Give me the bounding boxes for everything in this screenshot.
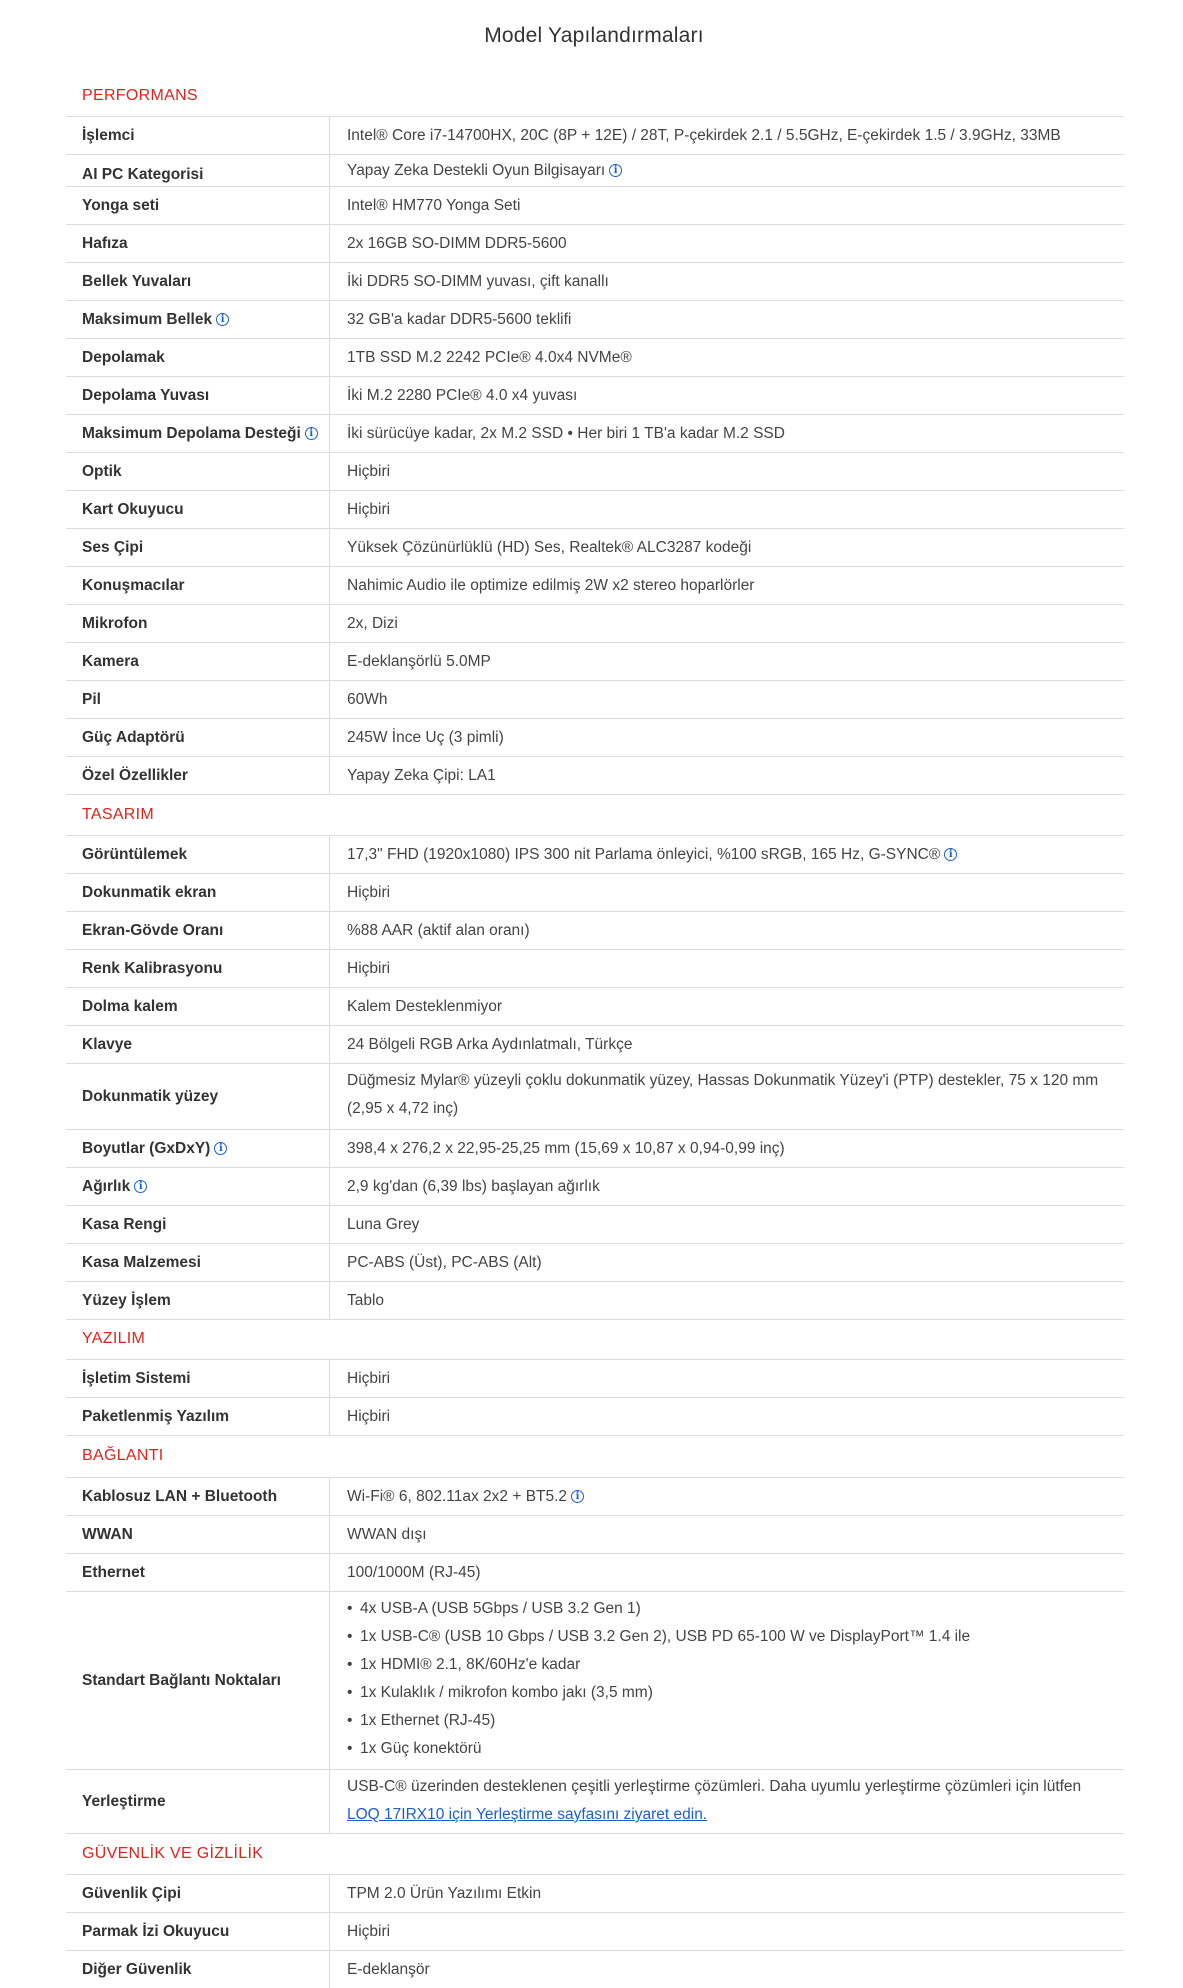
spec-value: İki M.2 2280 PCIe® 4.0 x4 yuvası	[347, 386, 578, 404]
spec-label: Konuşmacılar	[66, 567, 330, 604]
spec-label: Ethernet	[66, 1554, 330, 1591]
spec-row-battery	[66, 680, 1124, 718]
spec-value: 2x 16GB SO-DIMM DDR5-5600	[347, 234, 567, 252]
spec-value: Hiçbiri	[347, 1407, 391, 1425]
list-item: • 1x HDMI® 2.1, 8K/60Hz'e kadar	[360, 1651, 970, 1679]
spec-row-bundled-software	[66, 1397, 1124, 1436]
spec-value: Intel® Core i7-14700HX, 20C (8P + 12E) / 28T, P-çekirdek 2.1 / 5.5GHz, E-çekirdek 1.5 / 3.9GHz, 33MB	[347, 126, 1061, 144]
spec-row-case-material	[66, 1243, 1124, 1281]
spec-value: PC-ABS (Üst), PC-ABS (Alt)	[347, 1253, 542, 1271]
spec-value: 245W İnce Uç (3 pimli)	[347, 728, 504, 746]
spec-label: Ses Çipi	[66, 529, 330, 566]
spec-row-chipset	[66, 186, 1124, 224]
spec-row-card-reader	[66, 490, 1124, 528]
spec-row-touchpad	[66, 1063, 1124, 1129]
list-item: • 1x Kulaklık / mikrofon kombo jakı (3,5 mm)	[360, 1679, 970, 1707]
spec-value: 60Wh	[347, 690, 388, 708]
spec-row-dimensions	[66, 1129, 1124, 1167]
spec-value: 100/1000M (RJ-45)	[347, 1563, 481, 1581]
section-software: YAZILIM	[82, 1330, 146, 1347]
spec-label: Mikrofon	[66, 605, 330, 642]
spec-value: %88 AAR (aktif alan oranı)	[347, 921, 530, 939]
spec-row-max-memory	[66, 300, 1124, 338]
spec-row-color-calibration	[66, 949, 1124, 987]
spec-value: Hiçbiri	[347, 959, 391, 977]
spec-label: Görüntülemek	[66, 836, 330, 873]
spec-label: Pil	[66, 681, 330, 718]
spec-value: Luna Grey	[347, 1215, 420, 1233]
docking-page-link[interactable]: LOQ 17IRX10 için Yerleştirme sayfasını ziyaret edin.	[347, 1806, 708, 1823]
spec-value: Yapay Zeka Destekli Oyun Bilgisayarı i	[330, 155, 1124, 186]
spec-value: Yüksek Çözünürlüklü (HD) Ses, Realtek® ALC3287 kodeği	[347, 538, 752, 556]
spec-row-wwan	[66, 1515, 1124, 1553]
spec-label: İşletim Sistemi	[66, 1360, 330, 1397]
spec-value: Hiçbiri	[347, 1922, 391, 1940]
spec-label: İşlemci	[66, 117, 330, 154]
section-security: GÜVENLİK VE GİZLİLİK	[82, 1845, 264, 1862]
spec-label: Paketlenmiş Yazılım	[66, 1398, 330, 1435]
spec-row-case-color	[66, 1205, 1124, 1243]
spec-label: AI PC Kategorisi	[66, 155, 330, 186]
section-connectivity: BAĞLANTI	[82, 1447, 164, 1464]
spec-value	[330, 1592, 1124, 1769]
spec-value: Kalem Desteklenmiyor	[347, 997, 503, 1015]
spec-value: Tablo	[347, 1291, 385, 1309]
spec-row-security-chip	[66, 1874, 1124, 1912]
spec-row-os	[66, 1359, 1124, 1397]
info-icon[interactable]: i	[571, 1490, 584, 1503]
info-icon[interactable]: i	[214, 1142, 227, 1155]
spec-value: Hiçbiri	[347, 462, 391, 480]
spec-value: Hiçbiri	[347, 1369, 391, 1387]
spec-value: Hiçbiri	[347, 883, 391, 901]
spec-value: Düğmesiz Mylar® yüzeyli çoklu dokunmatik yüzey, Hassas Dokunmatik Yüzey'i (PTP) destekler, 75 x 120 mm (2,95 x 4,72 inç)	[347, 1072, 1099, 1117]
spec-value: 398,4 x 276,2 x 22,95-25,25 mm (15,69 x 10,87 x 0,94-0,99 inç)	[347, 1139, 785, 1157]
spec-row-other-security	[66, 1950, 1124, 1988]
spec-value: 1TB SSD M.2 2242 PCIe® 4.0x4 NVMe®	[347, 348, 632, 366]
spec-row-ports	[66, 1591, 1124, 1769]
spec-label: Yerleştirme	[66, 1770, 330, 1833]
spec-value: 32 GB'a kadar DDR5-5600 teklifi	[347, 310, 572, 328]
spec-row-storage-slot	[66, 376, 1124, 414]
spec-value: WWAN dışı	[347, 1525, 427, 1543]
spec-row-max-storage	[66, 414, 1124, 452]
spec-row-ethernet	[66, 1553, 1124, 1591]
spec-label: Parmak İzi Okuyucu	[66, 1913, 330, 1950]
section-performance: PERFORMANS	[82, 87, 198, 104]
spec-label: Yüzey İşlem	[66, 1282, 330, 1319]
page-title: Model Yapılandırmaları	[484, 24, 704, 47]
spec-row-keyboard	[66, 1025, 1124, 1063]
spec-row-touchscreen	[66, 873, 1124, 911]
spec-row-ai-pc	[66, 154, 1124, 186]
spec-value: USB-C® üzerinden desteklenen çeşitli yerleştirme çözümleri. Daha uyumlu yerleştirme çözümleri için lütfen LOQ 17IRX10 için Yerleştirme sayfasını ziyaret edin.	[347, 1778, 1082, 1823]
spec-row-processor	[66, 116, 1124, 154]
spec-label: Ekran-Gövde Oranı	[66, 912, 330, 949]
info-icon[interactable]: i	[944, 848, 957, 861]
spec-row-docking	[66, 1769, 1124, 1834]
spec-label: Standart Bağlantı Noktaları	[66, 1592, 330, 1769]
spec-label: Yonga seti	[66, 187, 330, 224]
spec-row-microphone	[66, 604, 1124, 642]
spec-value: 24 Bölgeli RGB Arka Aydınlatmalı, Türkçe	[347, 1035, 633, 1053]
spec-value: 2x, Dizi	[347, 614, 398, 632]
spec-label: Boyutlar (GxDxY) i	[66, 1130, 330, 1167]
info-icon[interactable]: i	[216, 313, 229, 326]
spec-label: Klavye	[66, 1026, 330, 1063]
spec-value: İki sürücüye kadar, 2x M.2 SSD • Her biri 1 TB'a kadar M.2 SSD	[347, 424, 785, 442]
list-item: • 4x USB-A (USB 5Gbps / USB 3.2 Gen 1)	[360, 1595, 970, 1623]
spec-row-audio-chip	[66, 528, 1124, 566]
spec-label: Dolma kalem	[66, 988, 330, 1025]
spec-row-surface	[66, 1281, 1124, 1320]
list-item: • 1x Güç konektörü	[360, 1735, 970, 1763]
spec-row-optical	[66, 452, 1124, 490]
spec-label: Renk Kalibrasyonu	[66, 950, 330, 987]
spec-value: Nahimic Audio ile optimize edilmiş 2W x2 stereo hoparlörler	[347, 576, 755, 594]
spec-label: Güç Adaptörü	[66, 719, 330, 756]
spec-label: Maksimum Bellek i	[66, 301, 330, 338]
spec-row-camera	[66, 642, 1124, 680]
list-item: • 1x USB-C® (USB 10 Gbps / USB 3.2 Gen 2), USB PD 65-100 W ve DisplayPort™ 1.4 ile	[360, 1623, 970, 1651]
spec-row-power-adapter	[66, 718, 1124, 756]
spec-label: Maksimum Depolama Desteği i	[66, 415, 330, 452]
spec-row-wlan	[66, 1477, 1124, 1515]
spec-label: Optik	[66, 453, 330, 490]
spec-label: Bellek Yuvaları	[66, 263, 330, 300]
spec-value: E-deklanşörlü 5.0MP	[347, 652, 491, 670]
spec-label: Dokunmatik yüzey	[66, 1064, 330, 1129]
spec-label: Depolamak	[66, 339, 330, 376]
spec-value: 17,3" FHD (1920x1080) IPS 300 nit Parlama önleyici, %100 sRGB, 165 Hz, G-SYNC® i	[330, 836, 1124, 873]
list-item: • 1x Ethernet (RJ-45)	[360, 1707, 970, 1735]
spec-label: Dokunmatik ekran	[66, 874, 330, 911]
section-design: TASARIM	[82, 806, 155, 823]
spec-value: Wi-Fi® 6, 802.11ax 2x2 + BT5.2 i	[330, 1478, 1124, 1515]
spec-value: TPM 2.0 Ürün Yazılımı Etkin	[347, 1884, 542, 1902]
spec-row-weight	[66, 1167, 1124, 1205]
ports-list	[347, 1595, 970, 1763]
spec-label: Diğer Güvenlik	[66, 1951, 330, 1988]
spec-label: Kart Okuyucu	[66, 491, 330, 528]
spec-row-fingerprint	[66, 1912, 1124, 1950]
spec-label: Kablosuz LAN + Bluetooth	[66, 1478, 330, 1515]
spec-row-speakers	[66, 566, 1124, 604]
spec-value: Hiçbiri	[347, 500, 391, 518]
spec-value: İki DDR5 SO-DIMM yuvası, çift kanallı	[347, 272, 609, 290]
spec-label: Özel Özellikler	[66, 757, 330, 794]
spec-row-storage	[66, 338, 1124, 376]
spec-row-display	[66, 835, 1124, 873]
spec-row-pen	[66, 987, 1124, 1025]
spec-label: Ağırlık i	[66, 1168, 330, 1205]
spec-label: Hafıza	[66, 225, 330, 262]
spec-label: Kasa Rengi	[66, 1206, 330, 1243]
info-icon[interactable]: i	[609, 164, 622, 177]
spec-value: Intel® HM770 Yonga Seti	[347, 196, 521, 214]
spec-value: Yapay Zeka Çipi: LA1	[347, 766, 496, 784]
spec-row-screen-ratio	[66, 911, 1124, 949]
spec-label: Kamera	[66, 643, 330, 680]
spec-value: 2,9 kg'dan (6,39 lbs) başlayan ağırlık	[347, 1177, 600, 1195]
spec-row-special-features	[66, 756, 1124, 795]
info-icon[interactable]: i	[134, 1180, 147, 1193]
spec-label: WWAN	[66, 1516, 330, 1553]
spec-label: Depolama Yuvası	[66, 377, 330, 414]
spec-row-memory	[66, 224, 1124, 262]
spec-label: Güvenlik Çipi	[66, 1875, 330, 1912]
spec-label: Kasa Malzemesi	[66, 1244, 330, 1281]
spec-row-memory-slots	[66, 262, 1124, 300]
spec-value: E-deklanşör	[347, 1960, 430, 1978]
info-icon[interactable]: i	[305, 427, 318, 440]
